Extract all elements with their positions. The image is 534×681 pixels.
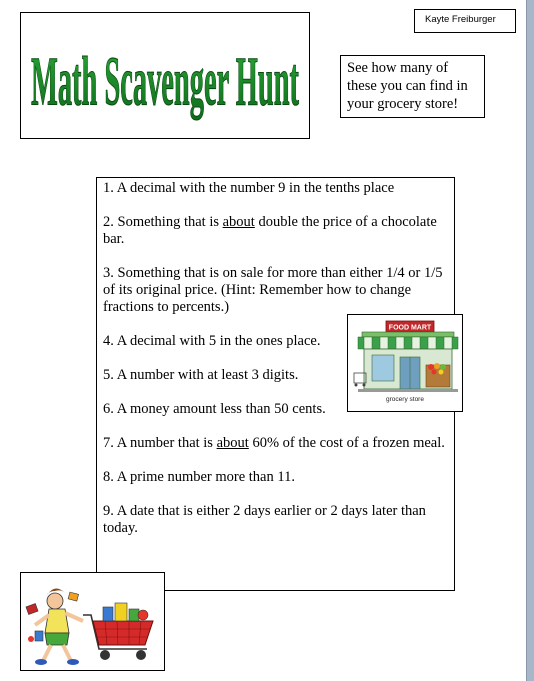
svg-text:FOOD MART: FOOD MART [388, 324, 432, 332]
author-name: Kayte Freiburger [425, 14, 496, 25]
list-item: 5. A number with at least 3 digits. [103, 367, 299, 383]
list-item: 4. A decimal with 5 in the ones place. [103, 333, 321, 349]
grocery-store-image-box [347, 314, 463, 412]
grocery-store-icon [348, 315, 462, 411]
shopper-with-cart-icon [21, 573, 164, 670]
list-item: 2. Something that is about double the price of a chocolate bar. [103, 214, 437, 247]
tagline-box [340, 55, 485, 118]
list-item: 6. A money amount less than 50 cents. [103, 401, 326, 417]
title-wordart [21, 13, 309, 138]
svg-text:grocery store: grocery store [386, 396, 424, 403]
list-item: 8. A prime number more than 11. [103, 469, 295, 485]
title-text: Math Scavenger Hunt [31, 43, 300, 121]
tagline-text: See how many of these you can find in your grocery store! [347, 60, 468, 112]
shopper-image-box [20, 572, 165, 671]
list-item: 1. A decimal with the number 9 in the tenths place [103, 180, 395, 196]
list-item: 9. A date that is either 2 days earlier or 2 days later than today. [103, 503, 426, 536]
list-item: 3. Something that is on sale for more than either 1/4 or 1/5 of its original price. (Hint: Remember how to change fractions to percents.) [103, 265, 443, 315]
author-name-box [414, 9, 516, 33]
list-item: 7. A number that is about 60% of the cost of a frozen meal. [103, 435, 445, 451]
title-box [20, 12, 310, 139]
